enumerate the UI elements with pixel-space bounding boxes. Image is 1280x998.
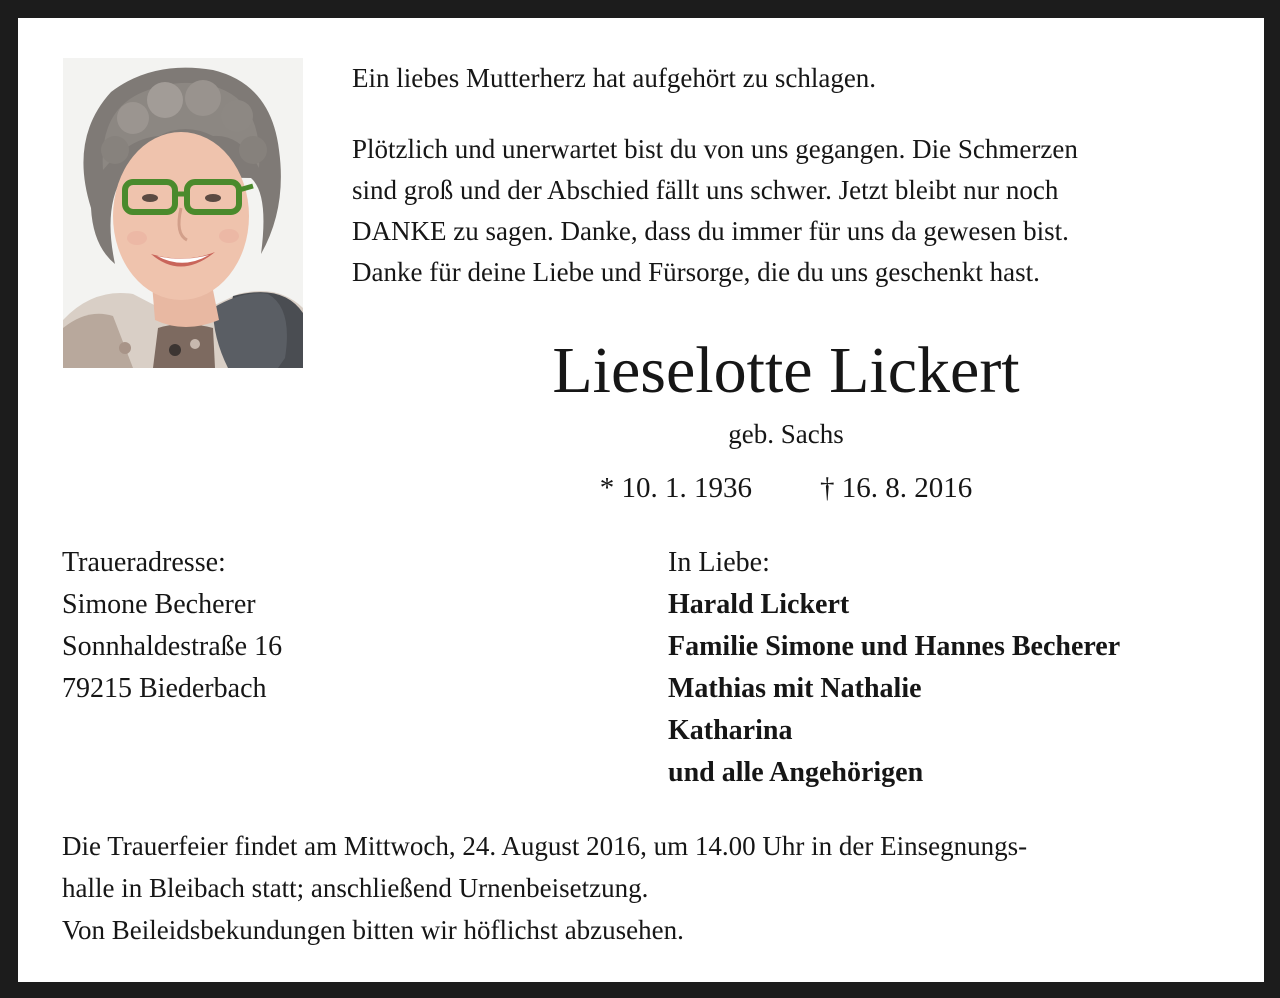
funeral-info-line: Von Beileidsbekundungen bitten wir höflichst abzusehen. (62, 915, 684, 945)
address-label: Traueradresse: (62, 547, 226, 578)
quote-line: Danke für deine Liebe und Fürsorge, die du uns geschenkt hast. (352, 257, 1040, 287)
intro-line: Ein liebes Mutterherz hat aufgehört zu schlagen. (352, 63, 877, 93)
funeral-info (62, 825, 1222, 951)
mourner-name: Katharina (668, 715, 793, 746)
maiden-name: geb. Sachs (728, 419, 844, 449)
address-line: Simone Becherer (62, 589, 256, 620)
mourners-block (668, 542, 1248, 794)
quote-line: sind groß und der Abschied fällt uns schwer. Jetzt bleibt nur noch (352, 175, 1059, 205)
mourner-name: Mathias mit Nathalie (668, 673, 922, 704)
mourners-list (668, 584, 1248, 794)
address-line: Sonnhaldestraße 16 (62, 631, 283, 662)
portrait-photo (63, 58, 303, 368)
deceased-name: Lieselotte Lickert (552, 334, 1020, 407)
funeral-info-line: Die Trauerfeier findet am Mittwoch, 24. August 2016, um 14.00 Uhr in der Einsegnungs- (62, 831, 1028, 861)
quote-line: DANKE zu sagen. Danke, dass du immer für uns da gewesen bist. (352, 216, 1069, 246)
death-date: † 16. 8. 2016 (820, 472, 973, 504)
mourner-name: und alle Angehörigen (668, 757, 924, 788)
obituary-card (18, 18, 1264, 982)
mourning-address (62, 542, 622, 710)
life-dates (352, 470, 1220, 506)
quote-line: Plötzlich und unerwartet bist du von uns gegangen. Die Schmerzen (352, 134, 1078, 164)
quote-paragraph (352, 129, 1220, 293)
birth-date: * 10. 1. 1936 (599, 472, 752, 504)
mourner-name: Harald Lickert (668, 589, 850, 620)
mourners-label: In Liebe: (668, 547, 770, 578)
address-line: 79215 Biederbach (62, 673, 267, 704)
funeral-info-line: halle in Bleibach statt; anschließend Urnenbeisetzung. (62, 873, 649, 903)
mourner-name: Familie Simone und Hannes Becherer (668, 631, 1121, 662)
